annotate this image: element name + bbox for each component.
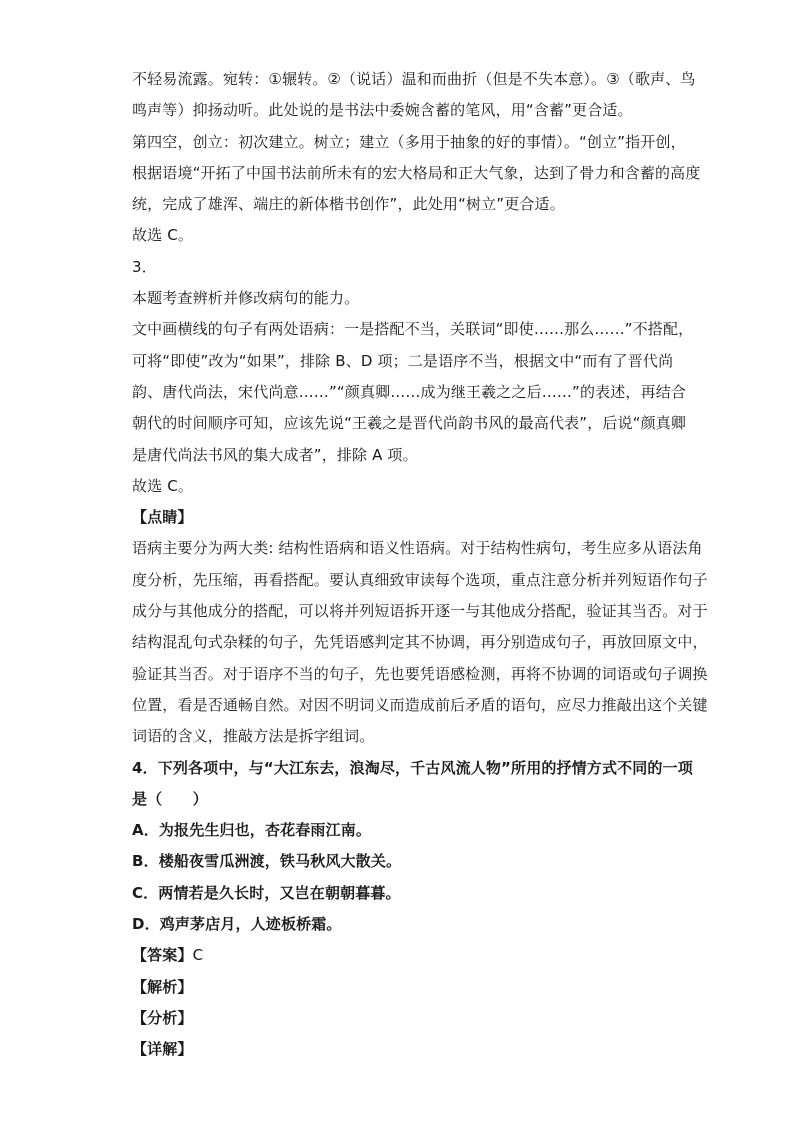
analysis-heading: 【解析】 bbox=[132, 977, 193, 996]
fenxi-heading: 【分析】 bbox=[132, 1008, 193, 1027]
question-number: 3． bbox=[132, 257, 157, 276]
text-line: 结构混乱句式杂糅的句子，先凭语感判定其不协调，再分别造成句子，再放回原文中， bbox=[132, 633, 708, 652]
text-line: 位置，看是否通畅自然。对因不明词义而造成前后矛盾的语句，应尽力推敲出这个关键 bbox=[132, 695, 708, 714]
option-b: B．楼船夜雪瓜洲渡，铁马秋风大散关。 bbox=[132, 852, 402, 871]
text-line: 词语的含义，推敲方法是拆字组词。 bbox=[132, 727, 375, 746]
answer-label: 【答案】 bbox=[132, 946, 193, 965]
text-line: 鸣声等）抑扬动听。此处说的是书法中委婉含蓄的笔风，用“含蓄”更合适。 bbox=[132, 101, 633, 120]
answer-line bbox=[132, 940, 672, 971]
text-line: 第四空，创立：初次建立。树立；建立（多用于抽象的好的事情）。“创立”指开创， bbox=[132, 132, 686, 151]
tip-heading: 【点睛】 bbox=[132, 508, 193, 527]
question-stem: 是（ ） bbox=[132, 789, 208, 808]
text-line: 度分析，先压缩，再看搭配。要认真细致审读每个选项，重点注意分析并列短语作句子 bbox=[132, 570, 708, 589]
option-c: C．两情若是久长时，又岂在朝朝暮暮。 bbox=[132, 883, 401, 902]
answer-value: C bbox=[192, 946, 204, 965]
question-stem: 4．下列各项中，与“大江东去，浪淘尽，千古风流人物”所用的抒情方式不同的一项 bbox=[132, 758, 693, 777]
text-line: 文中画横线的句子有两处语病：一是搭配不当，关联词“即使……那么……”不搭配， bbox=[132, 320, 694, 339]
conclusion-line: 故选 C。 bbox=[132, 226, 193, 245]
text-line: 根据语境“开拓了中国书法前所未有的宏大格局和正大气象，达到了骨力和含蓄的高度 bbox=[132, 163, 701, 182]
option-a: A．为报先生归也，杏花春雨江南。 bbox=[132, 821, 372, 840]
option-d: D．鸡声茅店月，人迹板桥霜。 bbox=[132, 915, 342, 934]
conclusion-line: 故选 C。 bbox=[132, 476, 193, 495]
text-line: 成分与其他成分的搭配，可以将并列短语拆开逐一与其他成分搭配，验证其当否。对于 bbox=[132, 602, 708, 621]
text-line: 统，完成了雄浑、端庄的新体楷书创作”，此处用“树立”更合适。 bbox=[132, 195, 565, 214]
text-line: 是唐代尚法书风的集大成者”，排除 A 项。 bbox=[132, 445, 418, 464]
text-line: 语病主要分为两大类: 结构性语病和语义性语病。对于结构性病句，考生应多从语法角 bbox=[132, 539, 703, 558]
document-page bbox=[132, 64, 708, 1066]
text-line: 本题考查辨析并修改病句的能力。 bbox=[132, 289, 360, 308]
text-line: 韵、唐代尚法，宋代尚意……”“颜真卿……成为继王羲之之后……”的表述，再结合 bbox=[132, 382, 687, 401]
text-line: 不轻易流露。宛转：①辗转。②（说话）温和而曲折（但是不失本意）。③（歌声、鸟 bbox=[132, 70, 696, 88]
text-line: 验证其当否。对于语序不当的句子，先也要凭语感检测，再将不协调的词语或句子调换 bbox=[132, 664, 708, 683]
text-line: 可将“即使”改为“如果”，排除 B、D 项；二是语序不当，根据文中“而有了晋代尚 bbox=[132, 351, 674, 370]
xiangjie-heading: 【详解】 bbox=[132, 1040, 193, 1059]
text-line: 朝代的时间顺序可知，应该先说“王羲之是晋代尚韵书风的最高代表”，后说“颜真卿 bbox=[132, 414, 687, 433]
